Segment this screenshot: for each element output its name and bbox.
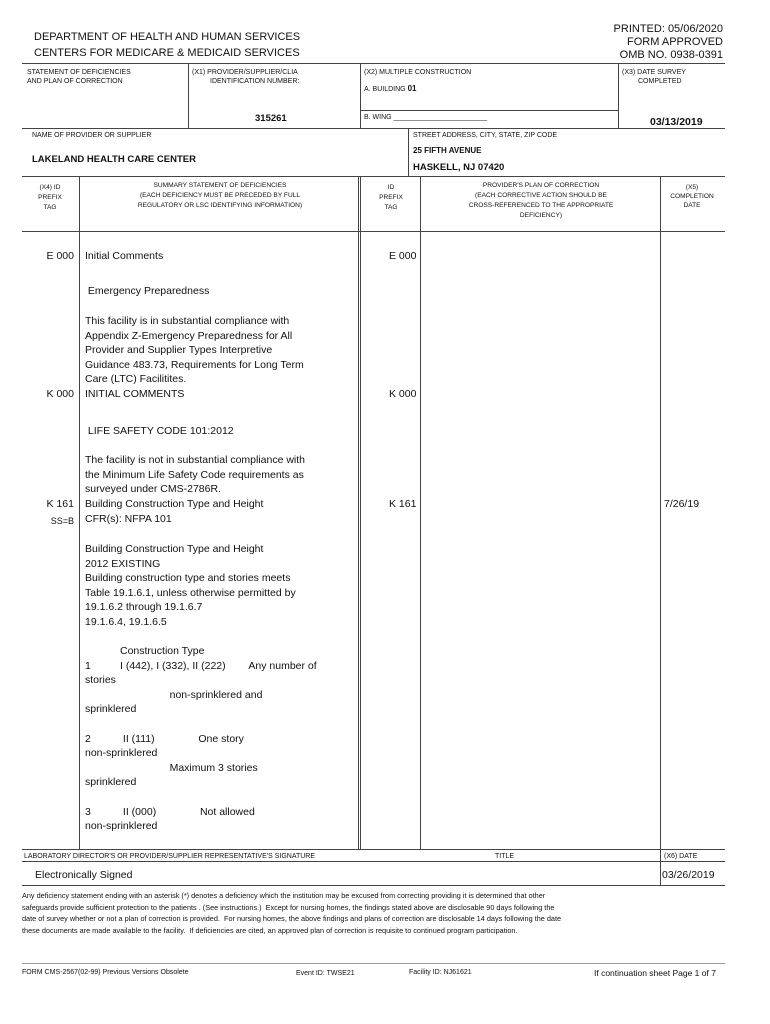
e000-id-tag: E 000	[389, 250, 417, 262]
disclaimer: Any deficiency statement ending with an asterisk (*) denotes a deficiency which the institution may be excused from correcting providing it is determined that other safeguards provide sufficient protection to the patients . (See instructions.) Except for nursing homes, the findings stated above are disclosable 90 days following the date of survey whether or not a plan of correction is provided. For nursing homes, the above findings and plans of correction are disclosable 14 days following the date these documents are made available to the facility. If deficiencies are cited, an approved plan of correction is requisite to continued program participation.	[22, 891, 562, 935]
plan-header-4: DEFICIENCY)	[519, 212, 563, 219]
address-line-2: HASKELL, NJ 07420	[413, 162, 505, 173]
x5-header-3: DATE	[683, 202, 701, 209]
provider-name: LAKELAND HEALTH CARE CENTER	[32, 154, 196, 165]
k161-text: Building Construction Type and Height 2012 EXISTING Building construction type and stories meets Table 19.1.6.1, unless otherwise permitted by 19.1.6.2 through 19.1.6.7 19.1.6.4, 19.1.6.5	[85, 543, 296, 628]
k000-id-tag: K 000	[389, 388, 417, 400]
wing-field: B. WING ________________________	[364, 114, 487, 121]
building-label: A. BUILDING	[364, 86, 406, 93]
k161-tag: K 161	[46, 498, 74, 510]
column-rule	[420, 176, 421, 849]
rule	[360, 110, 618, 111]
rule	[22, 861, 725, 862]
x6-date-label: (X6) DATE	[664, 853, 698, 860]
rule	[22, 128, 725, 129]
event-id: Event ID: TWSE21	[296, 970, 355, 977]
ep-heading: Emergency Preparedness	[85, 285, 210, 297]
title-label: TITLE	[495, 853, 515, 860]
provider-id-number: 315261	[255, 113, 287, 124]
rule	[408, 128, 409, 176]
k161-cfr: CFR(s): NFPA 101	[85, 513, 172, 525]
agency-line-2: CENTERS FOR MEDICARE & MEDICAID SERVICES	[34, 47, 300, 59]
id-header-3: TAG	[384, 204, 398, 211]
rule	[618, 63, 619, 128]
x1-label-2: IDENTIFICATION NUMBER:	[210, 78, 300, 85]
k161-title: Building Construction Type and Height	[85, 498, 264, 510]
printed-date: PRINTED: 05/06/2020	[613, 23, 723, 35]
lsc-heading: LIFE SAFETY CODE 101:2012	[85, 425, 234, 437]
k161-scope-severity: SS=B	[50, 516, 74, 526]
x3-label-2: COMPLETED	[638, 78, 682, 85]
omb-number: OMB NO. 0938-0391	[619, 49, 723, 61]
building-value: 01	[407, 84, 417, 93]
rule	[22, 849, 725, 850]
provider-name-label: NAME OF PROVIDER OR SUPPLIER	[32, 132, 152, 139]
x5-header	[662, 183, 722, 210]
id-header-2: PREFIX	[379, 194, 403, 201]
statement-label-2: AND PLAN OF CORRECTION	[27, 78, 123, 85]
x4-header-3: TAG	[43, 204, 57, 211]
column-rule	[79, 176, 80, 849]
x4-header-1: (X4) ID	[39, 184, 61, 191]
summary-header-1: SUMMARY STATEMENT OF DEFICIENCIES	[153, 182, 287, 189]
rule	[22, 885, 725, 886]
k161-completion-date: 7/26/19	[664, 498, 700, 510]
id-header-1: ID	[387, 184, 395, 191]
x4-header-2: PREFIX	[38, 194, 62, 201]
summary-header-2: (EACH DEFICIENCY MUST BE PRECEDED BY FULL	[139, 192, 301, 199]
k000-title: INITIAL COMMENTS	[85, 388, 185, 400]
survey-completed-date: 03/13/2019	[650, 116, 703, 128]
plan-header-1: PROVIDER'S PLAN OF CORRECTION	[482, 182, 600, 189]
x1-label-1: (X1) PROVIDER/SUPPLIER/CLIA	[192, 69, 298, 76]
x1-label	[192, 68, 299, 86]
k161-id-tag: K 161	[389, 498, 417, 510]
e000-title: Initial Comments	[85, 250, 164, 262]
statement-label	[27, 68, 131, 86]
summary-header-3: REGULATORY OR LSC IDENTIFYING INFORMATION)	[137, 202, 303, 209]
rule	[22, 231, 725, 232]
column-rule	[660, 176, 661, 849]
address-label: STREET ADDRESS, CITY, STATE, ZIP CODE	[413, 132, 558, 139]
k000-tag: K 000	[46, 388, 74, 400]
agency-line-1: DEPARTMENT OF HEALTH AND HUMAN SERVICES	[34, 31, 301, 43]
construction-type-table: Construction Type 1 I (442), I (332), II (222) Any number of stories non-sprinklered and sprinklered 2 II (111) One story non-sprinklered Maximum 3 stories sprinklered 3 II (000) Not allowed non-sprinklered	[85, 645, 317, 833]
column-rule	[360, 176, 361, 849]
signature-date: 03/26/2019	[662, 869, 715, 881]
rule	[22, 176, 725, 177]
statement-label-1: STATEMENT OF DEFICIENCIES	[27, 69, 131, 76]
signature-value: Electronically Signed	[35, 869, 133, 881]
x2-label: (X2) MULTIPLE CONSTRUCTION	[364, 69, 472, 76]
summary-header	[80, 181, 360, 211]
page-number: If continuation sheet Page 1 of 7	[594, 968, 716, 978]
rule	[22, 63, 725, 64]
id-header	[362, 183, 420, 213]
plan-header	[422, 181, 660, 221]
facility-id: Facility ID: NJ61621	[409, 969, 472, 976]
x5-header-2: COMPLETION	[670, 193, 714, 200]
plan-header-2: (EACH CORRECTIVE ACTION SHOULD BE	[475, 192, 607, 199]
x5-header-1: (X5)	[685, 184, 699, 191]
ep-text: This facility is in substantial compliance with Appendix Z-Emergency Preparedness for All Provider and Supplier Types Interpretive Guidance 483.73, Requirements for Long Term Care (LTC) Facilitites.	[85, 315, 304, 386]
lsc-text: The facility is not in substantial compliance with the Minimum Life Safety Code requirements as surveyed under CMS-2786R.	[85, 454, 306, 496]
form-number: FORM CMS-2567(02-99) Previous Versions Obsolete	[22, 969, 189, 976]
plan-header-3: CROSS-REFERENCED TO THE APPROPRIATE	[468, 202, 614, 209]
e000-tag: E 000	[46, 250, 74, 262]
form-approved: FORM APPROVED	[627, 36, 723, 48]
x3-label	[622, 68, 686, 86]
rule	[188, 63, 189, 128]
address-line-1: 25 FIFTH AVENUE	[413, 146, 482, 155]
building-field	[364, 84, 416, 94]
x4-header	[22, 183, 78, 213]
rule	[22, 963, 725, 964]
x3-label-1: (X3) DATE SURVEY	[622, 69, 686, 76]
rule	[360, 63, 361, 128]
column-rule	[358, 176, 359, 849]
rule	[660, 849, 661, 885]
signature-label: LABORATORY DIRECTOR'S OR PROVIDER/SUPPLIER REPRESENTATIVE'S SIGNATURE	[24, 853, 316, 860]
